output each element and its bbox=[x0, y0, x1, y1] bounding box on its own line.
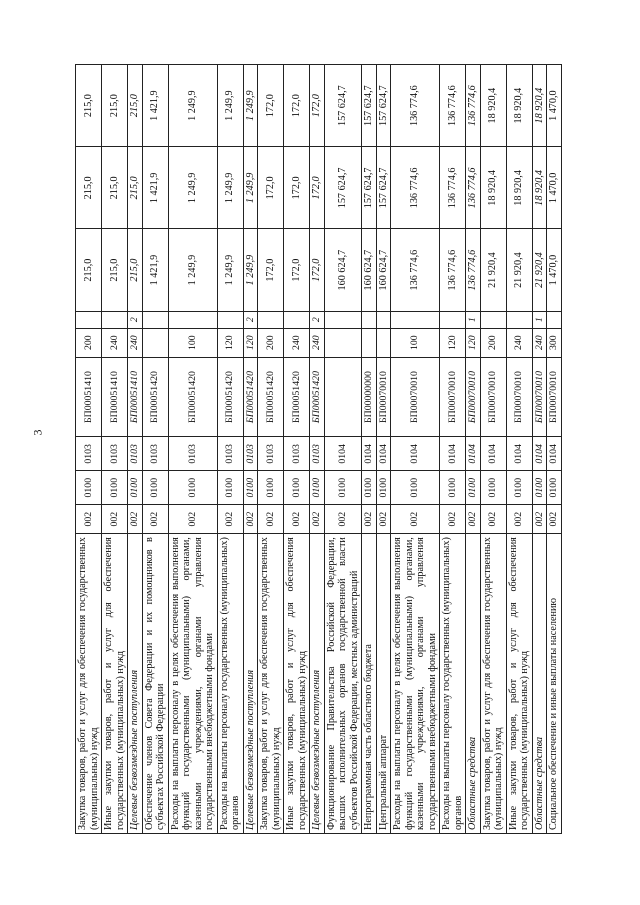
row-target-article: БП00051410 bbox=[102, 357, 128, 437]
row-note bbox=[142, 311, 168, 328]
row-value-1: 1 421,9 bbox=[142, 229, 168, 311]
budget-table bbox=[75, 64, 562, 834]
row-note bbox=[376, 311, 391, 328]
row-value-3: 18 920,4 bbox=[506, 65, 532, 147]
row-ministry-code: 002 bbox=[547, 505, 562, 534]
row-expense-type: 240 bbox=[128, 328, 143, 357]
table-row bbox=[310, 65, 325, 834]
row-subsection-code: 0103 bbox=[284, 437, 310, 471]
row-section-code: 0100 bbox=[102, 471, 128, 505]
row-name: Расходы на выплаты персоналу в целях обеспечения выполнения функций государственными (муниципальными) органами, казенными учреждениями, органами управления государственными внебюджетными фондами bbox=[168, 534, 217, 834]
row-value-1: 136 774,6 bbox=[466, 229, 481, 311]
row-expense-type: 100 bbox=[391, 328, 440, 357]
row-value-3: 1 249,9 bbox=[168, 65, 217, 147]
row-name: Иные закупки товаров, работ и услуг для обеспечения государственных (муниципальных) нужд bbox=[506, 534, 532, 834]
row-value-2: 1 249,9 bbox=[217, 147, 243, 229]
row-subsection-code: 0103 bbox=[142, 437, 168, 471]
row-value-3: 1 249,9 bbox=[243, 65, 258, 147]
table-row bbox=[376, 65, 391, 834]
row-target-article: БП00051420 bbox=[284, 357, 310, 437]
table-row bbox=[547, 65, 562, 834]
row-value-1: 21 920,4 bbox=[480, 229, 506, 311]
row-ministry-code: 002 bbox=[168, 505, 217, 534]
row-subsection-code: 0104 bbox=[532, 437, 547, 471]
table-row bbox=[480, 65, 506, 834]
row-value-1: 136 774,6 bbox=[440, 229, 466, 311]
row-section-code: 0100 bbox=[258, 471, 284, 505]
row-value-1: 215,0 bbox=[128, 229, 143, 311]
row-section-code: 0100 bbox=[284, 471, 310, 505]
row-name: Целевые безвозмездные поступления bbox=[243, 534, 258, 834]
row-expense-type bbox=[324, 328, 362, 357]
row-name: Непрограммная часть областного бюджета bbox=[362, 534, 377, 834]
row-target-article: БП00070010 bbox=[391, 357, 440, 437]
row-note bbox=[362, 311, 377, 328]
table-row bbox=[128, 65, 143, 834]
row-note bbox=[217, 311, 243, 328]
row-value-3: 172,0 bbox=[258, 65, 284, 147]
row-value-2: 136 774,6 bbox=[466, 147, 481, 229]
row-subsection-code: 0104 bbox=[391, 437, 440, 471]
row-subsection-code: 0103 bbox=[243, 437, 258, 471]
row-subsection-code: 0103 bbox=[217, 437, 243, 471]
row-section-code: 0100 bbox=[532, 471, 547, 505]
row-ministry-code: 002 bbox=[376, 505, 391, 534]
row-subsection-code: 0103 bbox=[128, 437, 143, 471]
page-number: 3 bbox=[30, 429, 45, 436]
row-note: 1 bbox=[466, 311, 481, 328]
row-value-3: 136 774,6 bbox=[391, 65, 440, 147]
row-name: Социальное обеспечение и иные выплаты населению bbox=[547, 534, 562, 834]
row-ministry-code: 002 bbox=[258, 505, 284, 534]
row-ministry-code: 002 bbox=[324, 505, 362, 534]
row-note bbox=[506, 311, 532, 328]
row-value-2: 1 421,9 bbox=[142, 147, 168, 229]
row-name: Расходы на выплаты персоналу государственных (муниципальных) органов bbox=[440, 534, 466, 834]
row-expense-type: 240 bbox=[102, 328, 128, 357]
row-target-article: БП00070010 bbox=[547, 357, 562, 437]
row-expense-type: 120 bbox=[466, 328, 481, 357]
row-target-article bbox=[324, 357, 362, 437]
row-value-2: 215,0 bbox=[102, 147, 128, 229]
row-note: 2 bbox=[310, 311, 325, 328]
table-row bbox=[102, 65, 128, 834]
row-expense-type: 120 bbox=[217, 328, 243, 357]
row-name: Целевые безвозмездные поступления bbox=[310, 534, 325, 834]
row-value-1: 172,0 bbox=[310, 229, 325, 311]
row-value-2: 157 624,7 bbox=[376, 147, 391, 229]
row-expense-type bbox=[376, 328, 391, 357]
row-section-code: 0100 bbox=[217, 471, 243, 505]
row-section-code: 0100 bbox=[310, 471, 325, 505]
row-section-code: 0100 bbox=[243, 471, 258, 505]
row-target-article: БП00051420 bbox=[258, 357, 284, 437]
row-target-article: БП00070010 bbox=[532, 357, 547, 437]
row-value-1: 1 249,9 bbox=[217, 229, 243, 311]
row-value-1: 160 624,7 bbox=[362, 229, 377, 311]
table-row bbox=[243, 65, 258, 834]
row-expense-type: 240 bbox=[532, 328, 547, 357]
row-ministry-code: 002 bbox=[391, 505, 440, 534]
row-target-article: БП00051410 bbox=[128, 357, 143, 437]
row-ministry-code: 002 bbox=[284, 505, 310, 534]
row-ministry-code: 002 bbox=[243, 505, 258, 534]
row-note: 2 bbox=[243, 311, 258, 328]
row-value-1: 1 470,0 bbox=[547, 229, 562, 311]
row-value-1: 160 624,7 bbox=[376, 229, 391, 311]
row-value-3: 136 774,6 bbox=[466, 65, 481, 147]
row-expense-type: 200 bbox=[76, 328, 102, 357]
row-name: Закупка товаров, работ и услуг для обеспечения государственных (муниципальных) нужд bbox=[76, 534, 102, 834]
row-value-3: 157 624,7 bbox=[362, 65, 377, 147]
row-value-3: 157 624,7 bbox=[376, 65, 391, 147]
row-expense-type bbox=[362, 328, 377, 357]
row-subsection-code: 0103 bbox=[76, 437, 102, 471]
row-section-code: 0100 bbox=[362, 471, 377, 505]
row-note bbox=[391, 311, 440, 328]
table-row bbox=[324, 65, 362, 834]
row-subsection-code: 0104 bbox=[466, 437, 481, 471]
row-expense-type: 120 bbox=[440, 328, 466, 357]
table-row bbox=[142, 65, 168, 834]
table-row bbox=[466, 65, 481, 834]
row-section-code: 0100 bbox=[391, 471, 440, 505]
row-value-2: 172,0 bbox=[310, 147, 325, 229]
row-note: 1 bbox=[532, 311, 547, 328]
table-row bbox=[362, 65, 377, 834]
row-expense-type bbox=[142, 328, 168, 357]
row-target-article: БП00070010 bbox=[466, 357, 481, 437]
row-value-2: 18 920,4 bbox=[532, 147, 547, 229]
row-subsection-code: 0103 bbox=[102, 437, 128, 471]
row-value-1: 1 249,9 bbox=[168, 229, 217, 311]
row-subsection-code: 0104 bbox=[440, 437, 466, 471]
row-ministry-code: 002 bbox=[128, 505, 143, 534]
row-subsection-code: 0104 bbox=[480, 437, 506, 471]
row-ministry-code: 002 bbox=[466, 505, 481, 534]
row-target-article: БП00000000 bbox=[362, 357, 377, 437]
row-section-code: 0100 bbox=[466, 471, 481, 505]
row-value-1: 1 249,9 bbox=[243, 229, 258, 311]
row-value-3: 18 920,4 bbox=[480, 65, 506, 147]
row-target-article: БП00051420 bbox=[168, 357, 217, 437]
row-name: Целевые безвозмездные поступления bbox=[128, 534, 143, 834]
row-ministry-code: 002 bbox=[142, 505, 168, 534]
row-value-3: 215,0 bbox=[102, 65, 128, 147]
row-ministry-code: 002 bbox=[102, 505, 128, 534]
row-note: 2 bbox=[128, 311, 143, 328]
row-ministry-code: 002 bbox=[76, 505, 102, 534]
row-ministry-code: 002 bbox=[532, 505, 547, 534]
row-expense-type: 300 bbox=[547, 328, 562, 357]
row-name: Иные закупки товаров, работ и услуг для обеспечения государственных (муниципальных) нужд bbox=[284, 534, 310, 834]
table-row bbox=[217, 65, 243, 834]
row-value-1: 21 920,4 bbox=[506, 229, 532, 311]
table-row bbox=[440, 65, 466, 834]
row-ministry-code: 002 bbox=[217, 505, 243, 534]
row-name: Иные закупки товаров, работ и услуг для обеспечения государственных (муниципальных) нужд bbox=[102, 534, 128, 834]
table-row bbox=[258, 65, 284, 834]
row-section-code: 0100 bbox=[480, 471, 506, 505]
row-name: Расходы на выплаты персоналу государственных (муниципальных) органов bbox=[217, 534, 243, 834]
row-name: Расходы на выплаты персоналу в целях обеспечения выполнения функций государственными (муниципальными) органами, казенными учреждениями, органами управления государственными внебюджетными фондами bbox=[391, 534, 440, 834]
row-value-2: 1 249,9 bbox=[243, 147, 258, 229]
row-value-2: 157 624,7 bbox=[324, 147, 362, 229]
row-value-3: 172,0 bbox=[310, 65, 325, 147]
row-expense-type: 200 bbox=[258, 328, 284, 357]
row-ministry-code: 002 bbox=[506, 505, 532, 534]
row-subsection-code: 0104 bbox=[362, 437, 377, 471]
row-value-2: 157 624,7 bbox=[362, 147, 377, 229]
row-ministry-code: 002 bbox=[310, 505, 325, 534]
table-row bbox=[532, 65, 547, 834]
row-expense-type: 200 bbox=[480, 328, 506, 357]
row-ministry-code: 002 bbox=[440, 505, 466, 534]
row-note bbox=[168, 311, 217, 328]
row-value-1: 215,0 bbox=[76, 229, 102, 311]
row-section-code: 0100 bbox=[440, 471, 466, 505]
row-note bbox=[480, 311, 506, 328]
row-ministry-code: 002 bbox=[480, 505, 506, 534]
row-subsection-code: 0104 bbox=[324, 437, 362, 471]
row-name: Обеспечение членов Совета Федерации и их помощников в субъектах Российской Федерации bbox=[142, 534, 168, 834]
row-value-3: 215,0 bbox=[76, 65, 102, 147]
row-note bbox=[76, 311, 102, 328]
row-value-2: 136 774,6 bbox=[391, 147, 440, 229]
table-row bbox=[284, 65, 310, 834]
row-name: Закупка товаров, работ и услуг для обеспечения государственных (муниципальных) нужд bbox=[258, 534, 284, 834]
row-expense-type: 240 bbox=[284, 328, 310, 357]
row-section-code: 0100 bbox=[376, 471, 391, 505]
row-name: Областные средства bbox=[532, 534, 547, 834]
row-value-3: 18 920,4 bbox=[532, 65, 547, 147]
row-name: Областные средства bbox=[466, 534, 481, 834]
row-subsection-code: 0104 bbox=[547, 437, 562, 471]
row-value-1: 21 920,4 bbox=[532, 229, 547, 311]
row-value-2: 172,0 bbox=[284, 147, 310, 229]
row-target-article: БП00051420 bbox=[142, 357, 168, 437]
row-ministry-code: 002 bbox=[362, 505, 377, 534]
budget-table-sheet bbox=[75, 64, 585, 834]
table-body bbox=[76, 65, 562, 834]
row-section-code: 0100 bbox=[142, 471, 168, 505]
row-value-3: 1 249,9 bbox=[217, 65, 243, 147]
table-row bbox=[76, 65, 102, 834]
row-subsection-code: 0103 bbox=[310, 437, 325, 471]
row-value-3: 157 624,7 bbox=[324, 65, 362, 147]
row-section-code: 0100 bbox=[168, 471, 217, 505]
row-target-article: БП00070010 bbox=[376, 357, 391, 437]
row-subsection-code: 0103 bbox=[258, 437, 284, 471]
row-value-2: 215,0 bbox=[76, 147, 102, 229]
row-value-2: 18 920,4 bbox=[480, 147, 506, 229]
row-value-2: 1 470,0 bbox=[547, 147, 562, 229]
row-subsection-code: 0104 bbox=[376, 437, 391, 471]
row-note bbox=[440, 311, 466, 328]
row-value-2: 1 249,9 bbox=[168, 147, 217, 229]
row-subsection-code: 0103 bbox=[168, 437, 217, 471]
table-row bbox=[168, 65, 217, 834]
row-value-2: 172,0 bbox=[258, 147, 284, 229]
row-value-3: 172,0 bbox=[284, 65, 310, 147]
row-value-1: 136 774,6 bbox=[391, 229, 440, 311]
row-name: Центральный аппарат bbox=[376, 534, 391, 834]
row-subsection-code: 0104 bbox=[506, 437, 532, 471]
row-target-article: БП00051410 bbox=[76, 357, 102, 437]
row-section-code: 0100 bbox=[506, 471, 532, 505]
row-value-3: 1 470,0 bbox=[547, 65, 562, 147]
row-value-3: 1 421,9 bbox=[142, 65, 168, 147]
row-value-1: 160 624,7 bbox=[324, 229, 362, 311]
row-expense-type: 120 bbox=[243, 328, 258, 357]
row-section-code: 0100 bbox=[128, 471, 143, 505]
table-row bbox=[506, 65, 532, 834]
row-section-code: 0100 bbox=[76, 471, 102, 505]
row-expense-type: 240 bbox=[506, 328, 532, 357]
row-target-article: БП00051420 bbox=[217, 357, 243, 437]
row-value-3: 215,0 bbox=[128, 65, 143, 147]
row-section-code: 0100 bbox=[324, 471, 362, 505]
row-target-article: БП00070010 bbox=[506, 357, 532, 437]
row-note bbox=[284, 311, 310, 328]
row-expense-type: 240 bbox=[310, 328, 325, 357]
row-value-1: 172,0 bbox=[284, 229, 310, 311]
row-expense-type: 100 bbox=[168, 328, 217, 357]
row-target-article: БП00051420 bbox=[310, 357, 325, 437]
row-section-code: 0100 bbox=[547, 471, 562, 505]
row-value-2: 18 920,4 bbox=[506, 147, 532, 229]
row-note bbox=[547, 311, 562, 328]
row-target-article: БП00051420 bbox=[243, 357, 258, 437]
row-name: Функционирование Правительства Российской Федерации, высших исполнительных органов государственной власти субъектов Российской Федерации, местных администраций bbox=[324, 534, 362, 834]
row-value-2: 215,0 bbox=[128, 147, 143, 229]
row-note bbox=[324, 311, 362, 328]
row-target-article: БП00070010 bbox=[480, 357, 506, 437]
row-name: Закупка товаров, работ и услуг для обеспечения государственных (муниципальных) нужд bbox=[480, 534, 506, 834]
row-value-1: 172,0 bbox=[258, 229, 284, 311]
row-value-2: 136 774,6 bbox=[440, 147, 466, 229]
row-value-1: 215,0 bbox=[102, 229, 128, 311]
row-note bbox=[258, 311, 284, 328]
table-row bbox=[391, 65, 440, 834]
row-value-3: 136 774,6 bbox=[440, 65, 466, 147]
row-note bbox=[102, 311, 128, 328]
row-target-article: БП00070010 bbox=[440, 357, 466, 437]
